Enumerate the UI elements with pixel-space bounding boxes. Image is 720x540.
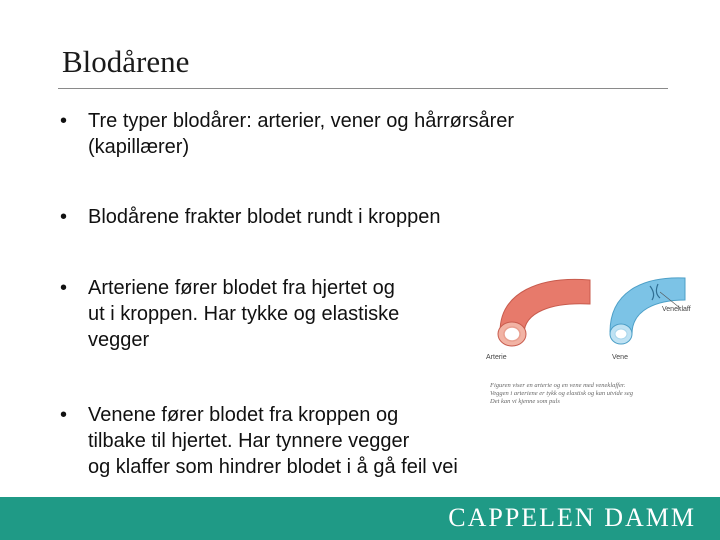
bullet-text bbox=[88, 108, 514, 160]
bullet-line: vegger bbox=[88, 329, 150, 351]
artery-lumen bbox=[504, 327, 520, 341]
artery-label: Arterie bbox=[486, 354, 507, 361]
slide-title: Blodårene bbox=[62, 44, 190, 79]
bullet-text bbox=[88, 275, 399, 353]
bullet-line: (kapillærer) bbox=[88, 136, 190, 158]
bullet-line: Blodårene frakter blodet rundt i kroppen bbox=[88, 206, 441, 228]
bullet-line: ut i kroppen. Har tykke og elastiske bbox=[88, 303, 400, 325]
bullet-line: og klaffer som hindrer blodet i å gå feil vei bbox=[88, 456, 458, 478]
vein-lumen bbox=[615, 329, 627, 339]
bullet-text bbox=[88, 402, 458, 480]
title-divider bbox=[58, 88, 668, 89]
bullet-dot: • bbox=[60, 110, 68, 132]
bullet-line: Tre typer blodårer: arterier, vener og hårrørsårer bbox=[88, 110, 515, 132]
bullet-line: Venene fører blodet fra kroppen og bbox=[88, 404, 399, 426]
caption-line: Veggen i arteriene er tykk og elastisk og kan utvide seg bbox=[490, 390, 633, 397]
figure-caption bbox=[490, 382, 690, 406]
bullet-dot: • bbox=[60, 206, 68, 228]
caption-line: Det kan vi kjenne som puls bbox=[490, 398, 560, 405]
vein-label: Vene bbox=[612, 354, 628, 361]
caption-line: Figuren viser en arterie og en vene med veneklaffer. bbox=[490, 382, 626, 389]
publisher-logo: CAPPELEN DAMM bbox=[448, 503, 696, 532]
bullet-text bbox=[88, 204, 440, 230]
bullet-dot: • bbox=[60, 404, 68, 426]
footer-bar bbox=[0, 497, 720, 540]
blood-vessel-figure bbox=[480, 262, 702, 422]
valve-label: Veneklaff bbox=[662, 306, 691, 313]
bullet-line: tilbake til hjertet. Har tynnere vegger bbox=[88, 430, 410, 452]
bullet-dot: • bbox=[60, 277, 68, 299]
bullet-line: Arteriene fører blodet fra hjertet og bbox=[88, 277, 395, 299]
